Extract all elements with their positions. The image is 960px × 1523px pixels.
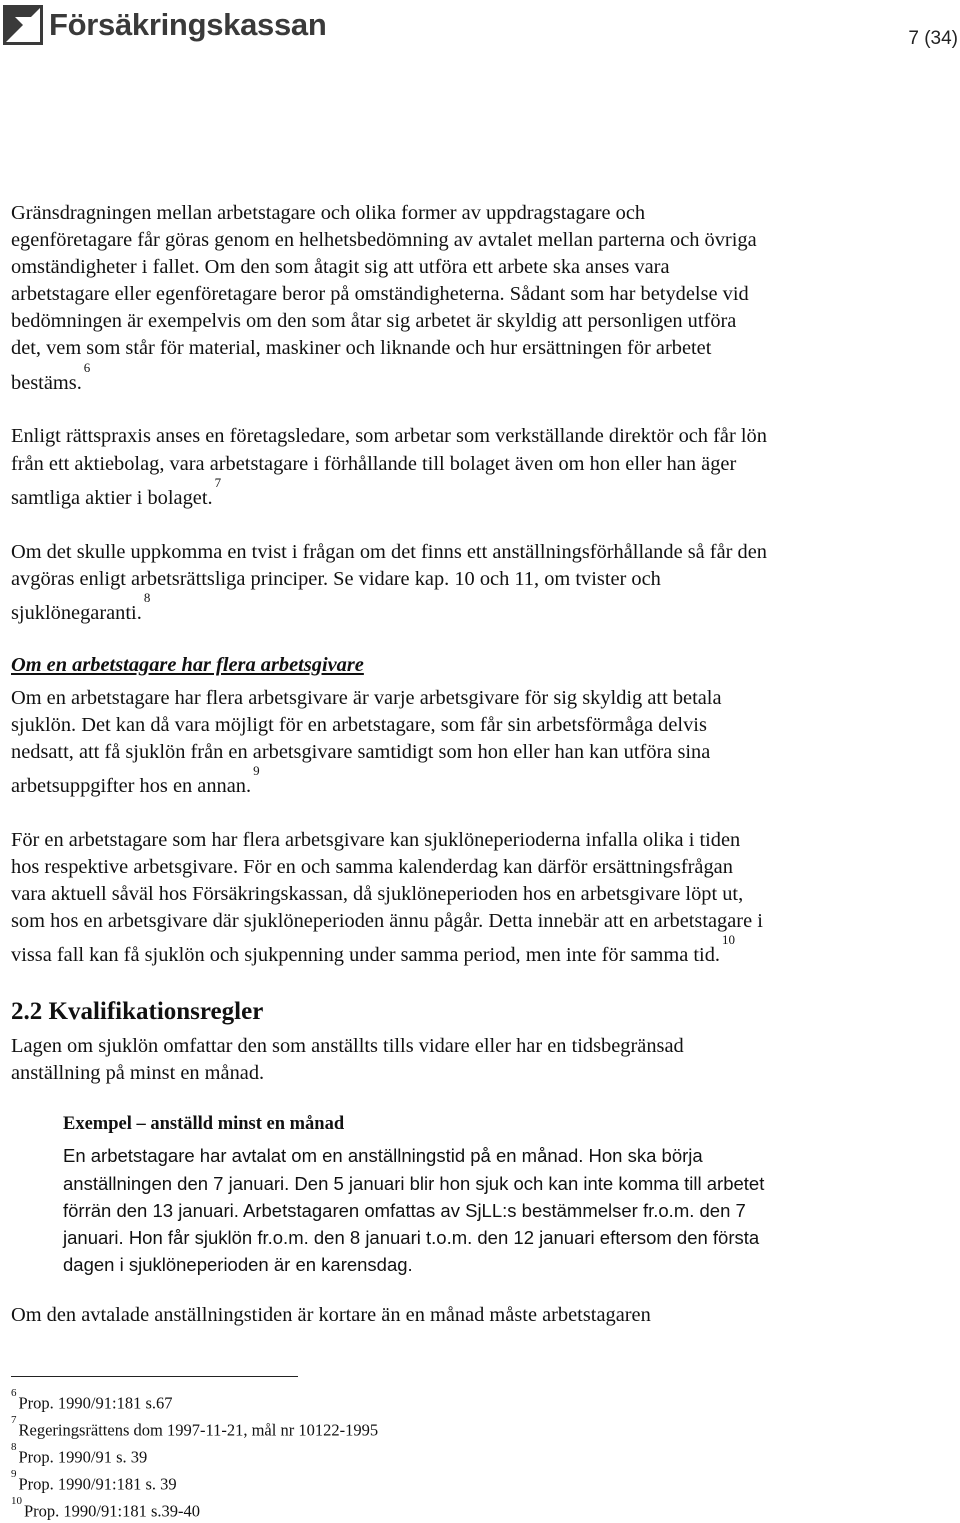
- paragraph: [11, 423, 771, 511]
- footnote-ref: 10: [721, 932, 735, 948]
- footnote-text: Prop. 1990/91:181 s. 39: [18, 1474, 177, 1494]
- section-heading: 2.2 Kvalifikationsregler: [11, 998, 264, 1026]
- footnote: [11, 1496, 378, 1523]
- paragraph: [11, 539, 771, 627]
- brand-name: Försäkringskassan: [49, 7, 327, 42]
- page-header: [0, 0, 960, 60]
- paragraph-text: För en arbetstagare som har flera arbetsgivare kan sjuklöneperioderna infalla olika i tiden hos respektive arbetsgivare. För en och samma kalenderdag kan därför ersättningsfrågan vara aktuell såväl hos Försäkringskassan, då sjuklöneperioden hos en arbetsgivare löpt ut, som hos en arbetsgivare där sjuklöneperioden ännu pågår. Detta innebär att en arbetstagare i vissa fall kan få sjuklön och sjukpenning under samma period, men inte för samma tid.: [11, 828, 763, 967]
- footnote-ref: 7: [214, 474, 222, 490]
- logo-mark-icon: [3, 5, 43, 45]
- paragraph: [11, 200, 771, 396]
- paragraph-text: Om en arbetstagare har flera arbetsgivare är varje arbetsgivare för sig skyldig att betala sjuklön. Det kan då vara möjligt för en arbetstagare, som får sin arbetsförmåga delvis nedsatt, att få sjuklön från en arbetsgivare samtidigt som hon eller han kan utföra sina arbetsuppgifter hos en annan.: [11, 686, 722, 797]
- footnote-text: Prop. 1990/91 s. 39: [18, 1447, 148, 1467]
- paragraph-text: Om det skulle uppkomma en tvist i frågan om det finns ett anställningsförhållande så får den avgöras enligt arbetsrättsliga principer. Se vidare kap. 10 och 11, om tvister och sjuklönegaranti.: [11, 540, 767, 624]
- paragraph-text: Enligt rättspraxis anses en företagsledare, som arbetar som verkställande direktör och får lön från ett aktiebolag, vara arbetstagare i förhållande till bolaget även om hon eller han äger samtliga aktier i bolaget.: [11, 425, 767, 509]
- footnote-ref: 9: [253, 762, 260, 778]
- footnote-text: Prop. 1990/91:181 s.39-40: [24, 1501, 201, 1521]
- footnote: [11, 1469, 378, 1496]
- paragraph: [11, 827, 771, 969]
- footnotes: [11, 1388, 378, 1523]
- document-body: [11, 200, 771, 1329]
- footnote-text: Prop. 1990/91:181 s.67: [18, 1393, 173, 1413]
- page-number: 7 (34): [908, 28, 958, 49]
- paragraph-text: Gränsdragningen mellan arbetstagare och olika former av uppdragstagare och egenföretagare får göras genom en helhetsbedömning av avtalet mellan parterna och övriga omständigheter i fallet. Om den som åtagit sig att utföra ett arbete ska anses vara arbetstagare eller egenföretagare beror på omständigheterna. Sådant som har betydelse vid bedömningen är exempelvis om den som åtar sig arbetet är skyldig att personligen utföra det, vem som står för material, maskiner och liknande och hur ersättningen för arbetet bestäms.: [11, 202, 757, 394]
- example-title-label: Exempel: [63, 1114, 132, 1135]
- footnote-ref: 6: [83, 359, 91, 375]
- example-title: [63, 1111, 771, 1138]
- paragraph: Om den avtalade anställningstiden är kortare än en månad måste arbetstagaren: [11, 1303, 651, 1326]
- subheading: Om en arbetstagare har flera arbetsgivare: [11, 653, 364, 676]
- footnote: [11, 1388, 378, 1415]
- example-text: En arbetstagare har avtalat om en anställningstid på en månad. Hon ska börja anställningen den 7 januari. Den 5 januari blir hon sjuk och kan inte komma till arbetet förrän den 13 januari. Arbetstagaren omfattas av SjLL:s bestämmelser fr.o.m. den 7 januari. Hon får sjuklön fr.o.m. den 8 januari t.o.m. den 12 januari eftersom den första dagen i sjuklöneperioden är en karensdag.: [63, 1145, 765, 1275]
- footnote-number: 6: [11, 1387, 17, 1399]
- paragraph: [11, 685, 771, 800]
- footnote-divider: [11, 1376, 298, 1377]
- example-box: [63, 1111, 771, 1278]
- footnote-number: 7: [11, 1413, 17, 1426]
- paragraph: Lagen om sjuklön omfattar den som anställts tills vidare eller har en tidsbegränsad anställning på minst en månad.: [11, 1035, 684, 1085]
- footnote-number: 9: [11, 1467, 17, 1480]
- footnote-ref: 8: [143, 589, 151, 605]
- footnote: [11, 1442, 378, 1469]
- footnote-text: Regeringsrättens dom 1997-11-21, mål nr 10122-1995: [18, 1420, 379, 1440]
- footnote-number: 8: [11, 1440, 17, 1453]
- example-title-rest: – anställd minst en månad: [131, 1114, 345, 1135]
- footnote-number: 10: [11, 1494, 22, 1507]
- logo: [3, 5, 327, 45]
- footnote: [11, 1415, 378, 1442]
